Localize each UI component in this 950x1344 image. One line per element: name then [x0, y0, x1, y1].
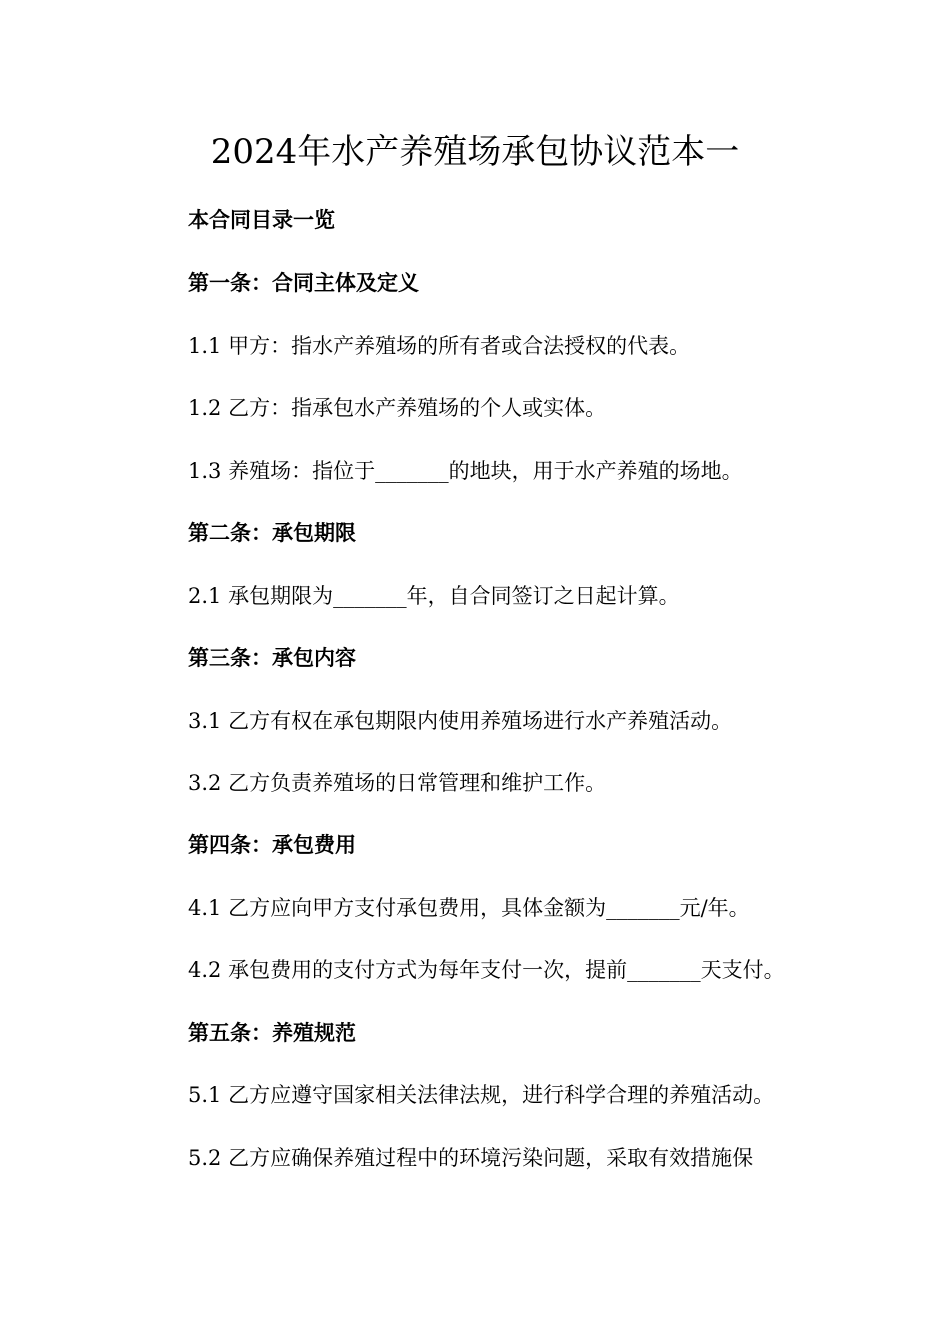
section-heading-4: 第四条：承包费用 — [188, 832, 356, 857]
clause-1-2: 1.2 乙方：指承包水产养殖场的个人或实体。 — [188, 396, 607, 420]
clause-4-2: 4.2 承包费用的支付方式为每年支付一次，提前_______天支付。 — [188, 958, 785, 982]
section-heading-3: 第三条：承包内容 — [188, 645, 356, 670]
section-heading-2: 第二条：承包期限 — [188, 520, 356, 545]
toc-heading: 本合同目录一览 — [188, 207, 335, 232]
clause-1-1: 1.1 甲方：指水产养殖场的所有者或合法授权的代表。 — [188, 334, 691, 358]
section-heading-5: 第五条：养殖规范 — [188, 1020, 356, 1045]
clause-3-1: 3.1 乙方有权在承包期限内使用养殖场进行水产养殖活动。 — [188, 709, 733, 733]
clause-5-1: 5.1 乙方应遵守国家相关法律法规，进行科学合理的养殖活动。 — [188, 1083, 775, 1107]
clause-1-3: 1.3 养殖场：指位于_______的地块，用于水产养殖的场地。 — [188, 459, 743, 483]
clause-2-1: 2.1 承包期限为_______年，自合同签订之日起计算。 — [188, 584, 680, 608]
clause-5-2: 5.2 乙方应确保养殖过程中的环境污染问题，采取有效措施保 — [188, 1146, 754, 1170]
document-title: 2024年水产养殖场承包协议范本一 — [210, 132, 740, 172]
section-heading-1: 第一条：合同主体及定义 — [188, 270, 419, 295]
clause-3-2: 3.2 乙方负责养殖场的日常管理和维护工作。 — [188, 771, 607, 795]
clause-4-1: 4.1 乙方应向甲方支付承包费用，具体金额为_______元/年。 — [188, 896, 750, 920]
